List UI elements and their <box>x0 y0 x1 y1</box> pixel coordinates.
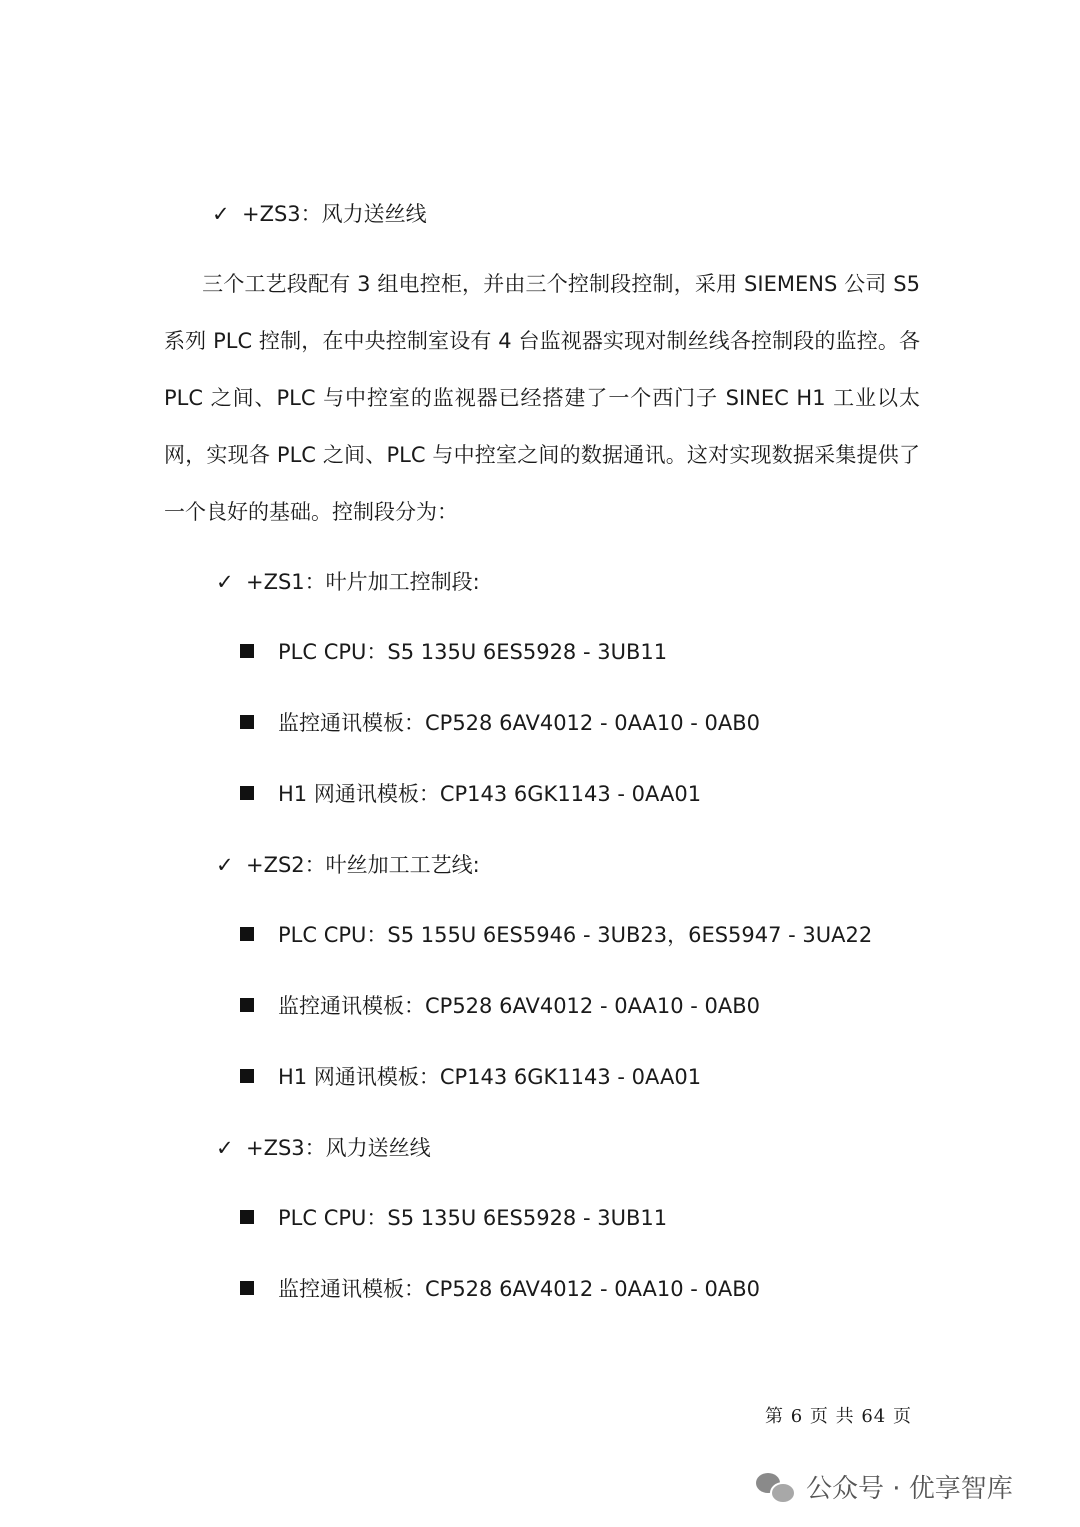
section-title-zs3: ✓ +ZS3：风力送丝线 <box>216 1133 431 1163</box>
intro-paragraph <box>164 256 920 541</box>
check-mark-icon: ✓ <box>216 570 234 594</box>
square-bullet-icon <box>240 786 254 800</box>
heading-zs3-top: ✓ +ZS3：风力送丝线 <box>212 199 427 229</box>
page-number-footer: 第 6 页 共 64 页 <box>765 1406 912 1427</box>
list-item: 监控通讯模板：CP528 6AV4012 - 0AA10 - 0AB0 <box>240 708 760 738</box>
watermark <box>756 1466 1013 1506</box>
list-item: PLC CPU：S5 135U 6ES5928 - 3UB11 <box>240 1203 667 1233</box>
square-bullet-icon <box>240 998 254 1012</box>
list-item: PLC CPU：S5 155U 6ES5946 - 3UB23，6ES5947 - 3UA22 <box>240 920 872 950</box>
section-title-zs2: ✓ +ZS2：叶丝加工工艺线: <box>216 850 480 880</box>
check-mark-icon: ✓ <box>212 202 230 226</box>
list-item: 监控通讯模板：CP528 6AV4012 - 0AA10 - 0AB0 <box>240 991 760 1021</box>
square-bullet-icon <box>240 1210 254 1224</box>
square-bullet-icon <box>240 1281 254 1295</box>
list-item: H1 网通讯模板：CP143 6GK1143 - 0AA01 <box>240 779 701 809</box>
intro-paragraph-text: 三个工艺段配有 3 组电控柜，并由三个控制段控制，采用 SIEMENS 公司 S5 系列 PLC 控制，在中央控制室设有 4 台监视器实现对制丝线各控制段的监控。各 PLC 之间、PLC 与中控室的监视器已经搭建了一个西门子 SINEC H1 工业以太网，实现各 PLC 之间、PLC 与中控室之间的数据通讯。这对实现数据采集提供了一个良好的基础。控制段分为： <box>164 272 920 524</box>
check-mark-icon: ✓ <box>216 1136 234 1160</box>
list-item: H1 网通讯模板：CP143 6GK1143 - 0AA01 <box>240 1062 701 1092</box>
square-bullet-icon <box>240 927 254 941</box>
wechat-icon <box>756 1471 794 1501</box>
check-mark-icon: ✓ <box>216 853 234 877</box>
watermark-text: 公众号 · 优享智库 <box>806 1473 1013 1504</box>
square-bullet-icon <box>240 715 254 729</box>
list-item: PLC CPU：S5 135U 6ES5928 - 3UB11 <box>240 637 667 667</box>
list-item: 监控通讯模板：CP528 6AV4012 - 0AA10 - 0AB0 <box>240 1274 760 1304</box>
square-bullet-icon <box>240 644 254 658</box>
square-bullet-icon <box>240 1069 254 1083</box>
section-title-zs1: ✓ +ZS1：叶片加工控制段: <box>216 567 480 597</box>
